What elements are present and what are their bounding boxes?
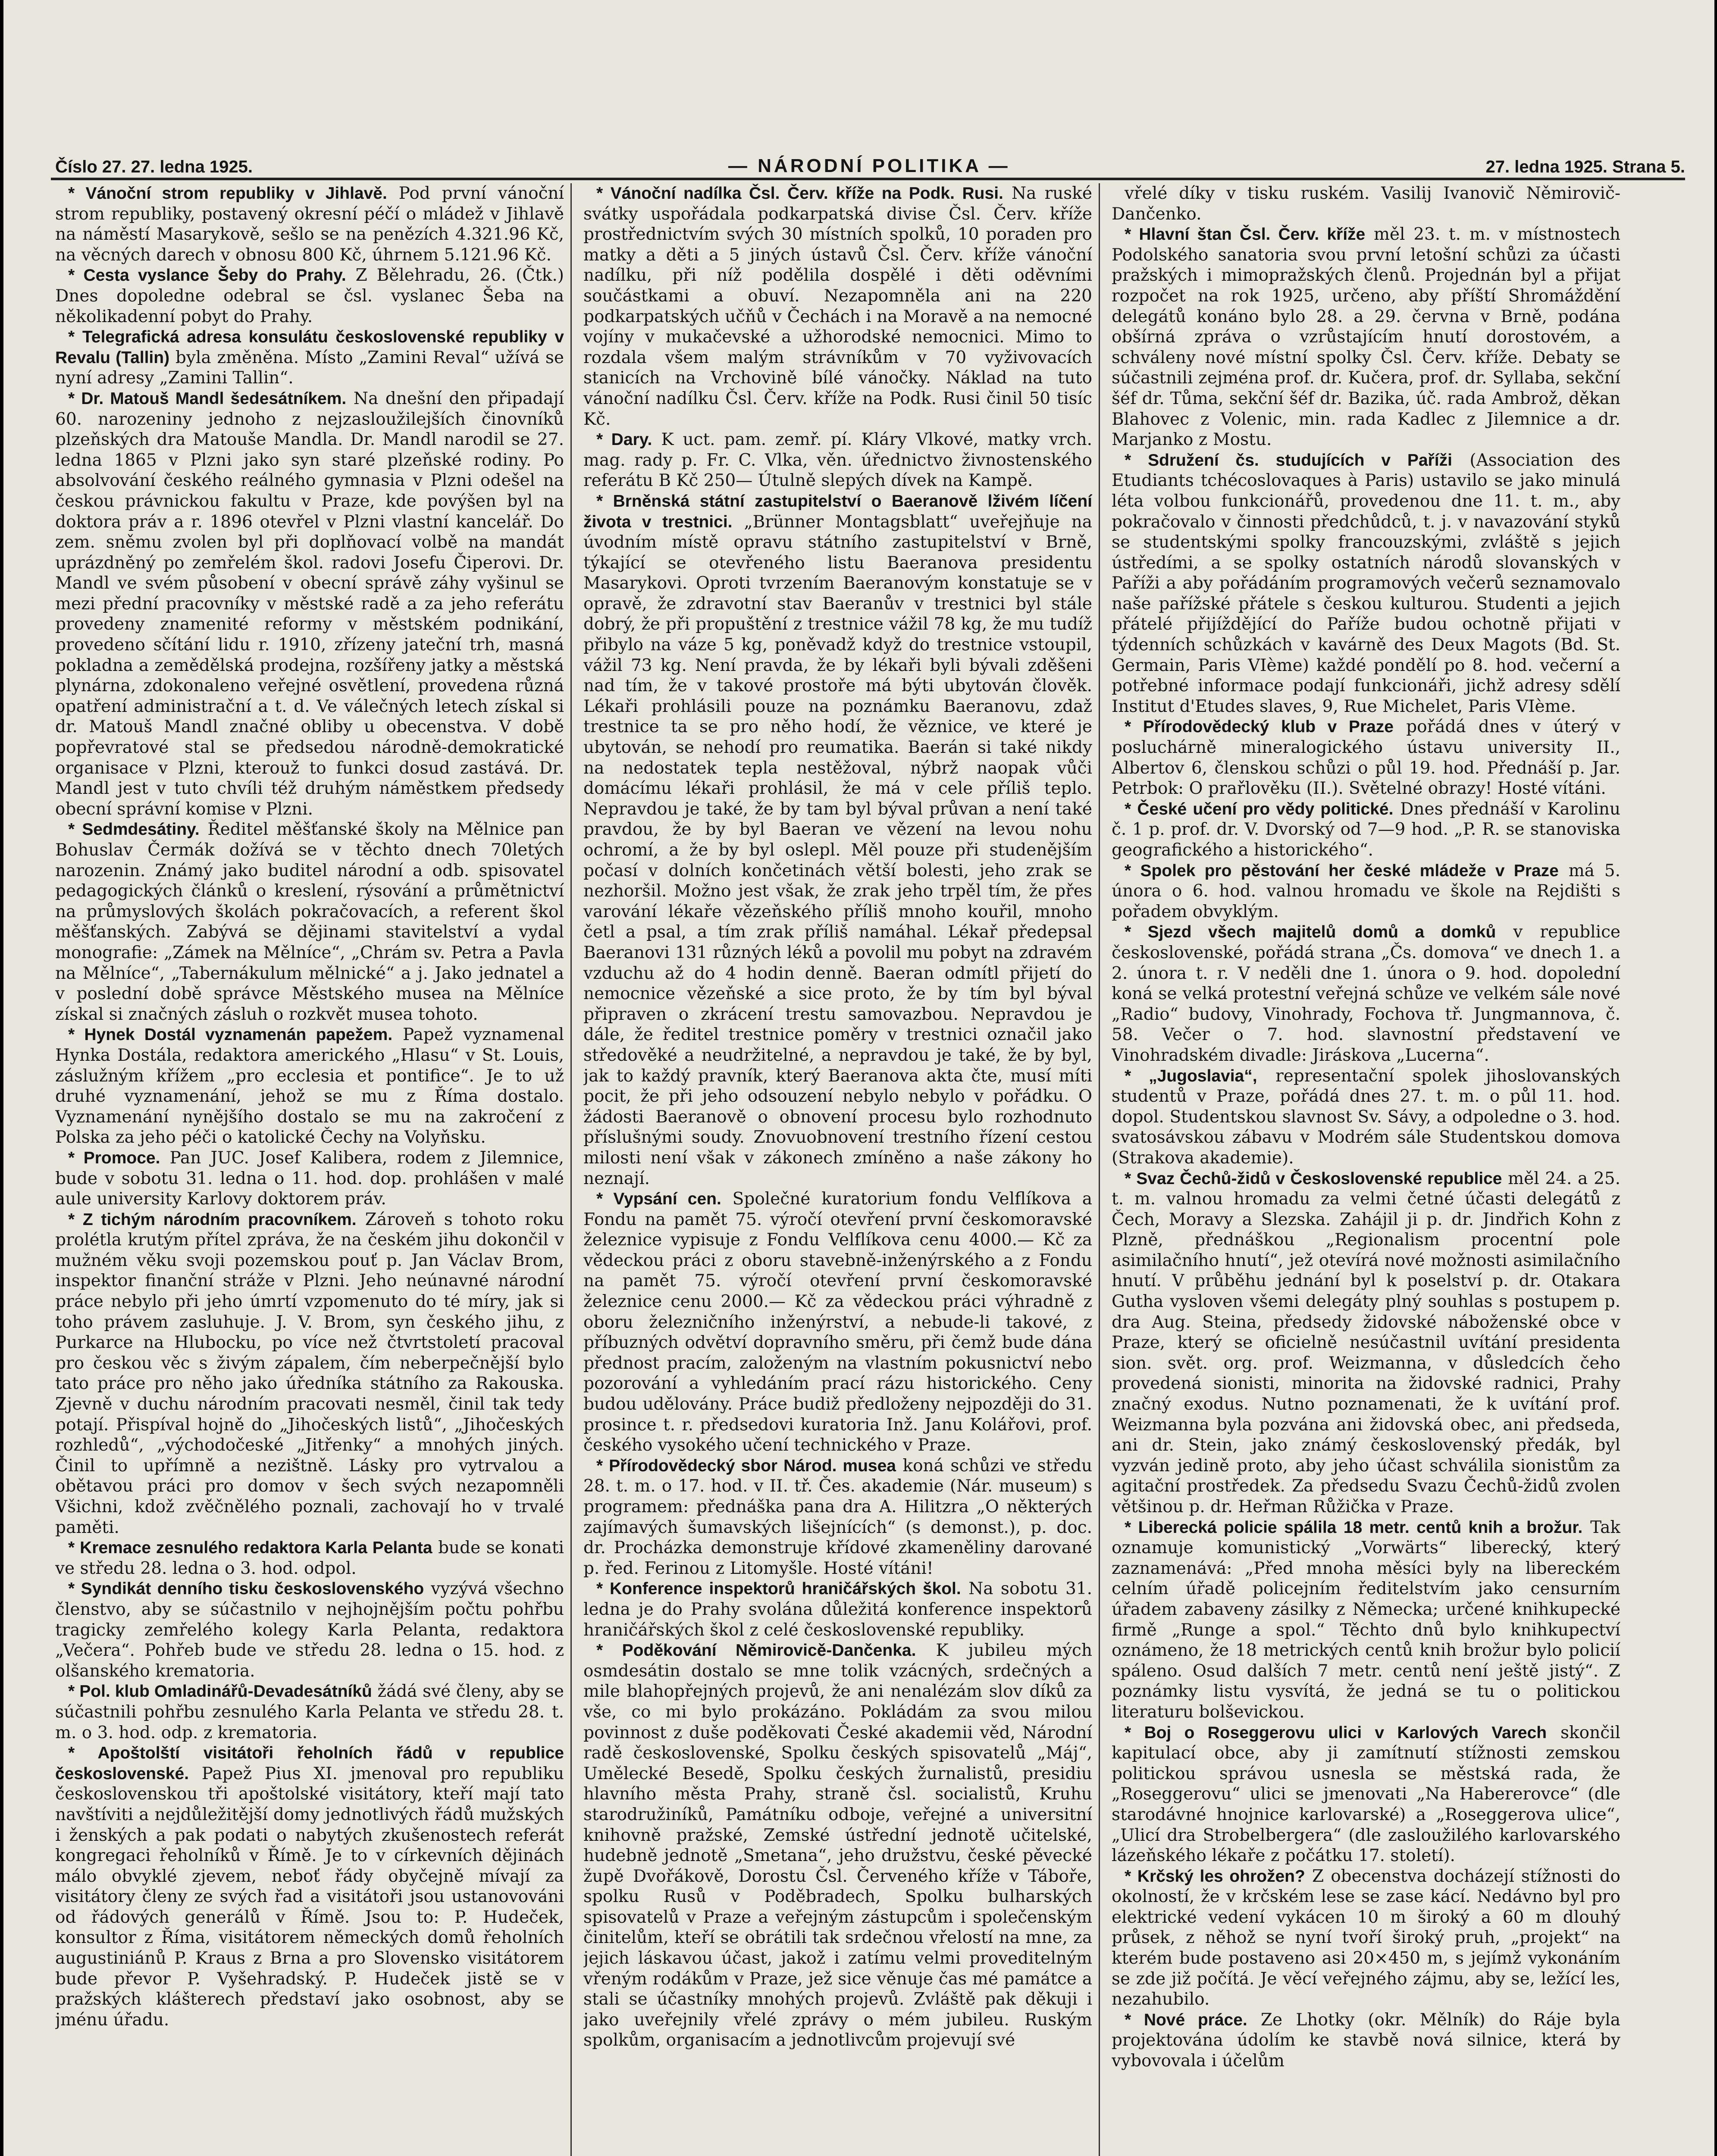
article (1112, 861, 1620, 922)
article-headline: * Sjezd všech majitelů domů a domků (1125, 923, 1496, 942)
column-3 (1112, 183, 1620, 2156)
article-headline: * České učení pro vědy politické. (1125, 799, 1394, 818)
article (55, 327, 564, 389)
article-text: K uct. pam. zemř. pí. Kláry Vlkové, matky vrch. mag. rady p. Fr. C. Vlka, věn. úřednictvo živnostenského referátu B Kč 250— Útulně slepých dívek na Kampě. (583, 430, 1092, 491)
article (1112, 450, 1620, 717)
article-text: Tak oznamuje komunistický „Vorwärts“ liberecký, který zaznamenává: „Před mnoha měsíci byly na libereckém celním úřadě policejním ředitelstvím jako censurním úřadem zabaveny zásilky z Německa; určené knihkupecké firmě „Runge a spol.“ Těchto dnů bylo knihkupectví oznámeno, že 18 metrických centů knih brožur bylo policií spáleno. Osud dalších 7 metr. centů není ještě jistý“. Z poznámky listu vysvítá, že jedná se tu o politickou literaturu bolševickou. (1112, 1517, 1620, 1722)
article-headline: * Spolek pro pěstování her české mládeže v Praze (1125, 861, 1559, 880)
article-text: byla změněna. Místo „Zamini Reval“ užívá se nyní adresy „Zamini Tallin“. (55, 348, 564, 388)
article-headline: * Pol. klub Omladinářů-Devadesátníků (68, 1682, 372, 1701)
article-text: Na sobotu 31. ledna je do Prahy svolána důležitá konference inspektorů hraničářských škol z celé československé republiky. (583, 1579, 1092, 1640)
article-text: Z obecenstva docházejí stížnosti do okolností, že v krčském lese se zase kácí. Nedávno byl pro elektrické vedení vykácen 10 m široký a 60 m dlouhý průsek, z něhož se nyní tvoří široký pruh, „projekt“ na kterém bude postaveno asi 20×450 m, s jejímž vykonáním se zde již počítá. Je věcí veřejného zájmu, aby se, ležící les, nezahubilo. (1112, 1866, 1620, 2009)
article-headline: * Sdružení čs. studujících v Paříži (1125, 451, 1452, 470)
article (1112, 1866, 1620, 2010)
article-text: Ředitel měšťanské školy na Mělnice pan Bohuslav Čermák dožívá se v těchto dnech 70letých narozenin. Známý jako buditel národní a odb. spisovatel pedagogických článků o kreslení, rýsování a průmětnictví na průmyslových školách pokračovacích, a referent škol měšťanských. Zabývá se dějinami stavitelství a vydal monografie: „Zámek na Mělníce“, „Chrám sv. Petra a Pavla na Mělníce“, „Tabernákulum mělnické“ a j. Jako jednatel a v poslední době správce Městského musea na Mělníce získal si značných zásluh o rozkvět musea tohoto. (55, 820, 564, 1024)
article-text: „Brünner Montagsblatt“ uveřejňuje na úvodním místě opravu státního zastupitelství v Brně, týkající se otevřeného listu Baeranova presidentu Masarykovi. Oproti tvrzením Baeranovým konstatuje se v opravě, že zdravotní stav Baeranův v trestnici byl stále dobrý, že při propuštění z trestnice vážil 78 kg, že mu tudíž přibylo na váze 5 kg, poněvadž když do trestnice vstoupil, vážil 73 kg. Není pravda, že by lékaři byli bývali zděšeni nad tím, že v takové prostoře má býti ubytován člověk. Lékaři prohlásili pouze na poznámku Baeranovu, zdaž trestnice ta se pro něho hodí, že věznice, ve které je ubytován, se nehodí pro reumatika. Baerán si také nikdy na nedostatek tepla nestěžoval, nýbrž naopak vůči domácímu lékaři prohlásil, že má v cele příliš teplo. Nepravdou je také, že by tam byl býval průvan a není také pravdou, že by byl Baeran ve vězení na levou nohu ochromí, a že by byl oslepl. Měl pouze při studenějším počasí v dolních končetinách větší bolesti, jeho zrak se nezhoršil. Možno jest však, že zrak jeho trpěl tím, že přes varování lékaře vězeňského příliš mnoho kouřil, mnoho četl a psal, a tím zrak příliš namáhal. Lékař předepsal Baeranovi 131 různých léků a povolil mu pobyt na zdravém vzduchu až do 4 hodin denně. Baeran odmítl přijetí do nemocnice vězeňské a sice proto, že by tím byl býval připraven o zkrácení trestu samovazbou. Nepravdou je dále, že ředitel trestnice poměry v trestnici označil jako středověké a neudržitelné, a nepravdou je také, že by byl, jak to každý pravník, který Baeranova akta čte, musí míti pocit, že při jeho odsouzení nebylo nebylo v pořádku. O žádosti Baeranově o obnovení procesu bylo rozhodnuto příslušnými soudy. Znovuobnovení trestního řízení cestou milosti není však v zákonech zmíněno a naše zákony ho neznají. (583, 512, 1092, 1188)
article-text: Papež Pius XI. jmenoval pro republiku československou tři apoštolské visitátory, kteří mají tato navštíviti a nejdůležitější domy jednotlivých řádů mužských i ženských a pak podati o nabytých zkušenostech referát kongregaci řeholníků v Římě. Je to v církevních dějinách málo obvyklé zjevem, neboť řády obyčejně mívají za visitátory členy ze svých řad a visitátoři jsou ustanovováni od řádových generálů v Římě. Jsou to: P. Hudeček, konsultor z Říma, visitátorem německých domů řeholních augustiniánů P. Kraus z Brna a pro Slovensko visitátorem bude převor P. Vyšehradský. P. Hudeček jistě se v pražských klášterech představí jako osobnost, aby se jménu úřadu. (55, 1764, 564, 2030)
article-text: Na dnešní den připadají 60. narozeniny jednoho z nejzasloužilejších činovníků plzeňských dra Matouše Mandla. Dr. Mandl narodil se 27. ledna 1865 v Plzni jako syn staré plzeňské rodiny. Po absolvování českého reálného gymnasia v Plzni odešel na českou právnickou fakultu v Praze, kde povýšen byl na doktora práv a r. 1896 otevřel v Plzni vlastní kancelář. Do zem. sněmu zvolen byl při doplňovací volbě na mandát uprázdněný po zemřelém škol. radovi Josefu Čiperovi. Dr. Mandl ve svém působení v obecní správě záhy vyšinul se mezi přední pracovníky v městské radě a za jeho referátu provedeny znamenité reformy v městském podnikání, provedeno sčítání lidu r. 1910, zřízeny jateční trh, masná pokladna a zemědělská prodejna, rozšířeny jatky a městská plynárna, zdokonaleno veřejné osvětlení, provedena různá opatření administrační a t. d. Ve válečných letech získal si dr. Matouš Mandl značné obliby u obecenstva. V době popřevratové stal se předsedou národně-demokratické organisace v Plzni, kterouž to funkci dosud zastává. Dr. Mandl jest v tuto chvíli též druhým náměstkem předsedy obecní správní komise v Plzni. (55, 389, 564, 819)
article-headline: * Přírodovědecký klub v Praze (1125, 718, 1394, 736)
article-headline: * Svaz Čechů-židů v Československé republice (1125, 1169, 1502, 1188)
article-text: vyzývá všechno členstvo, aby se súčastnilo v nejhojnějším počtu pohřbu tragicky zemřelého kolegy Karla Pelanta, redaktora „Večera“. Pohřeb bude ve středu 28. ledna o 15. hod. z olšanského krematoria. (55, 1579, 564, 1681)
date-page-number: 27. ledna 1925. Strana 5. (1485, 157, 1685, 176)
article-text: Pan JUC. Josef Kalibera, rodem z Jilemnice, bude v sobotu 31. ledna o 11. hod. dop. prohlášen v malé aule university Karlovy doktorem práv. (55, 1148, 564, 1209)
article-headline: * Dary. (596, 430, 652, 449)
article-text: měl 23. t. m. v místnostech Podolského sanatoria svou první letošní schůzi za účasti pražských i mimopražských členů. Projednán byl a přijat rozpočet na rok 1925, určeno, aby příští Shromáždění delegátů konáno bylo 28. a 29. června v Brně, podána obšírná zpráva o vzrůstajícím hnutí dorostovém, a schváleny nové místní spolky Čsl. Červ. kříže. Debaty se súčastnili zejména prof. dr. Kučera, prof. dr. Syllaba, sekční šéf dr. Tůma, sekční šéf dr. Bazika, úč. rada Ambrož, děkan Blahovec z Volenic, min. rada Kadlec z Jilemnice a dr. Marjanko z Mostu. (1112, 225, 1620, 450)
article-text: representační spolek jihoslovanských studentů v Praze, pořádá dnes 27. t. m. o půl 11. hod. dopol. Studentskou slavnost Sv. Sávy, a odpoledne o 3. hod. svatosávskou zábavu v Modrém sále Studentskou domova (Strakova akademie). (1112, 1066, 1620, 1168)
article (55, 389, 564, 819)
article (583, 1456, 1092, 1579)
article (55, 1210, 564, 1538)
column-1 (55, 183, 564, 2156)
page-header (55, 138, 1685, 177)
article (1112, 922, 1620, 1065)
article-text: (Association des Etudiants tchécoslovaques à Paris) ustavilo se jako minulá léta volbou funkcionářů, provedenou dne 11. t. m., aby pokračovalo v činnosti předchůdců, t. j. v navazování styků se studentskými spolky francouzskými, zvláště s jejich ústředími, a se spolky ostatních národů slovanských v Paříži a aby pořádáním programových večerů seznamovalo naše pařížské přátele s českou kulturou. Studenti a jejich přátelé přijíždějící do Paříže budou ochotně přijati v týdenních schůzkách v kavárně des Deux Magots (Bd. St. Germain, Paris VIème) každé pondělí po 8. hod. večerní a potřebné informace podají funkcionáři, jichž adresy sdělí Institut d'Etudes slaves, 9, Rue Michelet, Paris VIème. (1112, 450, 1620, 716)
article (55, 1538, 564, 1579)
newspaper-page (3, 0, 1714, 2156)
article-headline: * Vánoční nadílka Čsl. Červ. kříže na Podk. Rusi. (596, 184, 1003, 203)
article-text: má 5. února o 6. hod. valnou hromadu ve škole na Rejdišti s pořadem obvyklým. (1112, 861, 1620, 921)
article (1112, 799, 1620, 861)
article (55, 1579, 564, 1681)
column-divider (570, 183, 572, 2156)
article-headline: * Liberecká policie spálila 18 metr. centů knih a brožur. (1125, 1518, 1583, 1537)
article (583, 1640, 1092, 2051)
article (583, 429, 1092, 491)
article-text: bude se konati ve středu 28. ledna o 3. hod. odpol. (55, 1538, 564, 1578)
article-text: v republice československé, pořádá strana „Čs. domova“ ve dnech 1. a 2. února t. r. V neděli dne 1. února o 9. hod. dopolední koná se velká protestní veřejná schůze ve velkém sále nové „Radio“ budovy, Vinohrady, Fochova tř. Jungmannova, č. 58. Večer o 7. hod. slavnostní představení ve Vinohradském divadle: Jiráskova „Lucerna“. (1112, 922, 1620, 1065)
article-text: Ze Lhotky (okr. Mělník) do Ráje byla projektována údolím ke stavbě nová silnice, která by vybovovala i účelům (1112, 2010, 1620, 2071)
article-headline: * Konference inspektorů hraničářských škol. (596, 1579, 961, 1598)
masthead: — NÁRODNÍ POLITIKA — (728, 155, 1010, 176)
article (583, 1579, 1092, 1640)
article (583, 491, 1092, 1189)
article-headline: * Brněnská státní zastupitelství o Baeranově lživém líčení života v trestnici. (583, 492, 1092, 531)
article-text: Společné kuratorium fondu Velflíkova a Fondu na pamět 75. výročí otevření první českomoravské železnice vypisuje z Fondu Velflíkova cenu 4000.— Kč za vědeckou práci z oboru stavebně-inženýrského a z Fondu na pamět 75. výročí otevření první českomoravské železnice cenu 2000.— Kč za vědeckou práci výhradně z oboru železničního inženýrství, a nebude-li takové, z příbuzných odvětví dopravního směru, při čemž bude dána přednost pracím, založeným na vlastním pokusnictví nebo pozorování a vyhledáním prací rázu historického. Ceny budou udělovány. Práce budiž předloženy nejpozději do 31. prosince t. r. předsedovi kuratoria Inž. Janu Kolářovi, prof. českého vysokého učení technického v Praze. (583, 1189, 1092, 1455)
article-headline: * Nové práce. (1125, 2010, 1247, 2029)
article (55, 265, 564, 327)
article (55, 1681, 564, 1743)
header-rule (51, 178, 1685, 180)
issue-number: Číslo 27. 27. ledna 1925. (55, 157, 253, 176)
article-headline: * Přírodovědecký sbor Národ. musea (596, 1456, 896, 1475)
article-text: Z Bělehradu, 26. (Čtk.) Dnes dopoledne odebral se čsl. vyslanec Šeba na několikadenní pobyt do Prahy. (55, 266, 564, 326)
article-text: Papež vyznamenal Hynka Dostála, redaktora amerického „Hlasu“ v St. Louis, záslužným křížem „pro ecclesia et pontifice“. Je to už druhé vyznamenání, jehož se mu z Říma dostalo. Vyznamenání nynějšího dostalo se mu na zakročení z Polska za jeho péči o katolické Čechy na Volyňsku. (55, 1025, 564, 1147)
article-headline: * Boj o Roseggerovu ulici v Karlových Varech (1125, 1723, 1547, 1742)
article (1112, 1517, 1620, 1723)
article-headline: * Z tichým národním pracovníkem. (68, 1210, 357, 1229)
article (1112, 717, 1620, 799)
article-text: Na ruské svátky uspořádala podkarpatská divise Čsl. Červ. kříže prostřednictvím svých 30 místních spolků, 10 poraden pro matky a děti a 5 jiných ústavů Čsl. Červ. kříže vánoční nadílku, při níž podělila dospělé i děti oděvními součástkami a obuví. Nezapomněla ani na 220 podkarpatských učňů v Čechách i na Moravě a na nemocné vojíny v mukačevské a užhorodské nemocnici. Mimo to rozdala všem malým strávníkům v 70 vyživovacích stanicích na Vrchovině bílé vánočky. Náklad na tuto vánoční nadílku Čsl. Červ. kříže na Podk. Rusi činil 50 tisíc Kč. (583, 184, 1092, 429)
article (55, 1743, 564, 2030)
article-text: vřelé díky v tisku ruském. Vasilij Ivanovič Němirovič-Dančenko. (1112, 184, 1620, 224)
article (55, 1025, 564, 1148)
article-headline: * Hlavní štan Čsl. Červ. kříže (1125, 225, 1366, 244)
article-headline: * „Jugoslavia“, (1125, 1066, 1257, 1085)
article-headline: * Apoštolští visitátoři řeholních řádů v republice československé. (55, 1744, 564, 1783)
article (55, 1148, 564, 1210)
article-text: koná schůzi ve středu 28. t. m. o 17. hod. v II. tř. Čes. akademie (Nár. museum) s programem: přednáška pana dra A. Hilitzra „O některých zajímavých šumavských lišejnících“ (s demonst.), p. doc. dr. Procházka demonstruje křídové zkameněliny darované p. řed. Ferinou z Litomyšle. Hosté vítáni! (583, 1456, 1092, 1578)
article (1112, 1066, 1620, 1169)
article-headline: * Krčský les ohrožen? (1125, 1867, 1305, 1886)
article-text: měl 24. a 25. t. m. valnou hromadu za velmi četné účasti delegátů z Čech, Moravy a Slezska. Zahájil ji p. dr. Jindřich Kohn z Plzně, přednáškou „Regionalism procentní pole asimilačního hnutí“, jež otevírá nové možnosti asimilačního hnutí. V průběhu jednání byl k poselství p. dr. Otakara Gutha vysloven všemi delegáty plný souhlas s postupem p. dra Aug. Steina, předsedy židovské náboženské obce v Praze, který se oficielně nesúčastnil uvítání presidenta sion. svět. org. prof. Weizmanna, v důsledcích čeho provedená sionisti, minorita na židovské radnici, Prahy značný exodus. Nutno poznamenati, že k uvítání prof. Weizmanna byla pozvána ani židovská obec, ani předseda, ani dr. Stein, jako známý československý předák, byl vyzván jedině proto, aby jeho účast schválila sionistům za agitační prostředek. Za předsedu Svazu Čechů-židů zvolen většinou p. dr. Heřman Růžička v Praze. (1112, 1169, 1620, 1517)
article (583, 183, 1092, 429)
article-text: skončil kapitulací obce, aby ji zamítnutí stížnosti zemskou politickou správou usnesla se městská rada, že „Roseggerovu“ ulici se jmenovati „Na Habererovce“ (dle starodávné hnojnice karlovarské) a „Roseggerova ulice“, „Ulicí dra Strobelbergera“ (dle zasloužilého karlovarského lázeňského lékaře z počátku 17. století). (1112, 1723, 1620, 1866)
article-headline: * Dr. Matouš Mandl šedesátníkem. (68, 389, 347, 408)
article (583, 1189, 1092, 1456)
article-text: Dnes přednáší v Karolinu č. 1 p. prof. dr. V. Dvorský od 7—9 hod. „P. R. se stanoviska geografického a historického“. (1112, 799, 1620, 860)
article-text: pořádá dnes v úterý v posluchárně mineralogického ústavu university II., Albertov 6, členskou schůzi o půl 19. hod. Přednáší p. Jar. Petrbok: O prařlověku (II.). Světelné obrazy! Hosté vítáni. (1112, 717, 1620, 799)
article (1112, 2010, 1620, 2071)
article-text: Pod první vánoční strom republiky, postavený okresní péčí o mládež v Jihlavě na náměstí Masarykově, sešlo se na penězích 4.321.96 Kč, na věcných darech v obnosu 800 Kč, úhrnem 5.121.96 Kč. (55, 184, 564, 265)
article (55, 183, 564, 265)
article-headline: * Vypsání cen. (596, 1190, 721, 1209)
article-headline: * Vánoční strom republiky v Jihlavě. (68, 184, 387, 203)
article-headline: * Cesta vyslance Šeby do Prahy. (68, 266, 346, 285)
article (1112, 224, 1620, 450)
article-text: žádá své členy, aby se súčastnili pohřbu zesnulého Karla Pelanta ve středu 28. t. m. o 3. hod. odp. z krematoria. (55, 1682, 564, 1742)
article-headline: * Telegrafická adresa konsulátu československé republiky v Revalu (Tallin) (55, 328, 564, 367)
article-text: K jubileu mých osmdesátin dostalo se mne tolik vzácných, srdečných a mile blahopřejných projevů, že ani nenalézám slov díků za vše, co mi bylo prokázáno. Pokládám za svou milou povinnost z duše poděkovati České akademii věd, Národní radě československé, Spolku českých spisovatelů „Máj“, Umělecké Besedě, Spolku českých žurnalistů, presidiu hlavního města Prahy, straně čsl. socialistů, Kruhu starodružiníků, Památníku odboje, veřejné a universitní knihovně pražské, Zemské ústřední jednotě učitelské, hudebně jednotě „Smetana“, jeho družstvu, české pěvecké župě Dvořákově, Dorostu Čsl. Červeného kříže v Táboře, spolku Rusů v Poděbradech, Spolku bulharských spisovatelů v Praze a veřejným zástupcům i společenským činitelům, kteří se obrátili tak srdečnou vřelostí na mne, za jejich láskavou účast, jakož i zatímu velmi proveditelným vřeným rodákům v Praze, jež sice věnuje čas mé památce a stali se účastníky mnohých projevů. Zvláště pak děkuji i jako uveřejnily vřelé zprávy o mém jubileu. Ruským spolkům, organisacím a jednotlivcům projevují své (583, 1641, 1092, 2050)
article-headline: * Sedmdesátiny. (68, 820, 200, 839)
article-headline: * Syndikát denního tisku československého (68, 1579, 424, 1598)
article (1112, 1723, 1620, 1866)
article-headline: * Hynek Dostál vyznamenán papežem. (68, 1025, 393, 1044)
column-2 (583, 183, 1092, 2156)
article-headline: * Promoce. (68, 1148, 160, 1167)
article-headline: * Poděkování Němirovicě-Dančenka. (596, 1641, 916, 1660)
column-divider (1099, 183, 1100, 2156)
article-text: Zároveň s tohoto roku prolétla krutým přítel zpráva, že na českém jihu dokončil v mužném věku svoji pozemskou pouť p. Jan Václav Brom, inspektor finanční stráže v Plzni. Jeho neúnavné národní práce nebylo při jeho úmrtí vzpomenuto do té míry, jak si toho právem zasluhuje. J. V. Brom, syn českého jihu, z Purkarce na Hlubocku, po více než čtvrtstoletí pracoval pro českou věc s živým zápalem, čím neberpečnější bylo tato práce pro něho jako úředníka státního za Rakouska. Zjevně v duchu národním pracovati nesměl, činil tak tedy potají. Přispíval hojně do „Jihočeských listů“, „Jihočeských rozhledů“, „východočeské „Jitřenky“ a mnohých jiných. Činil to upřímně a nezištně. Lásky pro vytrvalou a obětavou práci pro domov v šech svých nezapomněli Všichni, kdož zvěčnělého poznali, zachovají ho v trvalé paměti. (55, 1210, 564, 1537)
article-headline: * Kremace zesnulého redaktora Karla Pelanta (68, 1539, 432, 1557)
article (1112, 1169, 1620, 1517)
article (55, 819, 564, 1025)
article (1112, 183, 1620, 224)
